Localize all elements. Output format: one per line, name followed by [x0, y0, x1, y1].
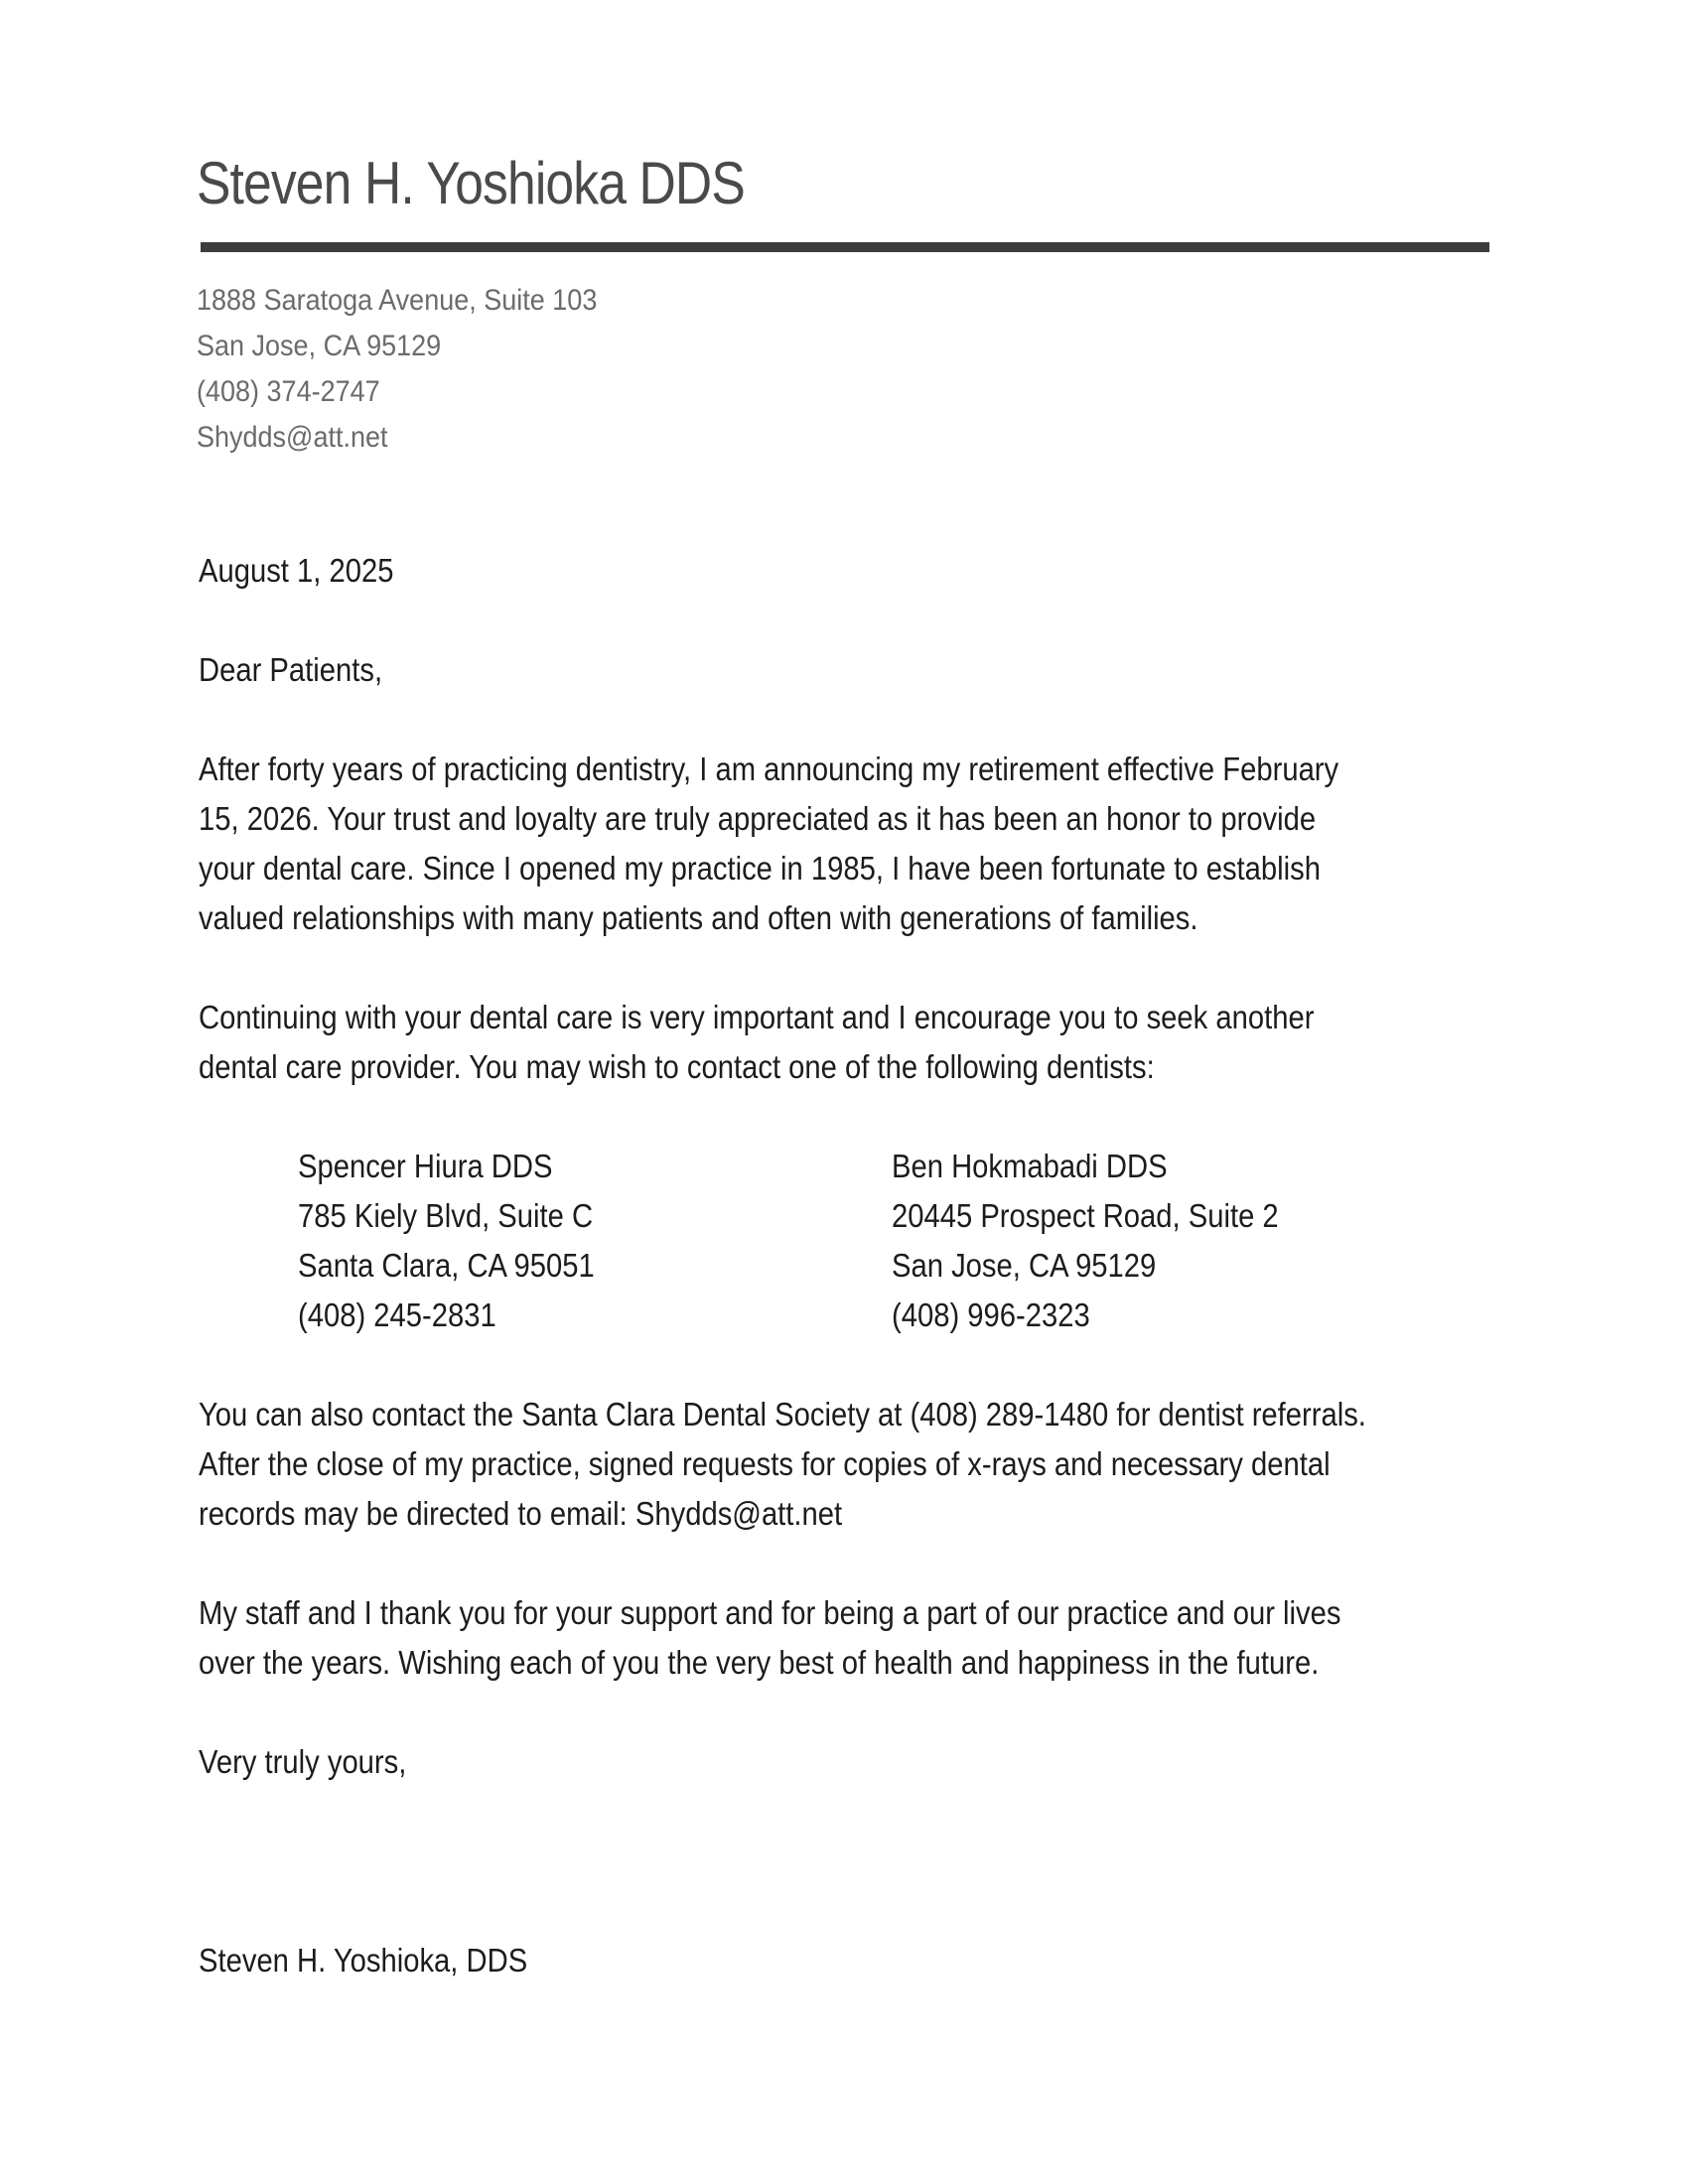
dentist-contact-2 [892, 1142, 1279, 1340]
dentist-phone: (408) 245-2831 [298, 1297, 496, 1333]
paragraph-line: You can also contact the Santa Clara Dental Society at (408) 289-1480 for dentist referrals. [199, 1396, 1366, 1433]
paragraph-line: over the years. Wishing each of you the very best of health and happiness in the future. [199, 1644, 1320, 1681]
paragraph-referrals [199, 1390, 1366, 1539]
address-street: 1888 Saratoga Avenue, Suite 103 [197, 284, 598, 317]
signature-name: Steven H. Yoshioka, DDS [199, 1942, 528, 1979]
paragraph-line: Continuing with your dental care is very important and I encourage you to seek another [199, 999, 1315, 1035]
letterhead-name: Steven H. Yoshioka DDS [197, 150, 745, 216]
dentist-address: 20445 Prospect Road, Suite 2 [892, 1197, 1279, 1234]
paragraph-line: After the close of my practice, signed requests for copies of x-rays and necessary dental [199, 1445, 1331, 1482]
paragraph-line: After forty years of practicing dentistry, I am announcing my retirement effective February [199, 751, 1339, 787]
paragraph-thanks [199, 1588, 1340, 1688]
letterhead-address [197, 278, 597, 461]
letter-date: August 1, 2025 [199, 552, 394, 589]
paragraph-line: My staff and I thank you for your support and for being a part of our practice and our lives [199, 1594, 1341, 1631]
dentist-name: Spencer Hiura DDS [298, 1148, 553, 1184]
dentist-city: Santa Clara, CA 95051 [298, 1247, 595, 1284]
dentist-city: San Jose, CA 95129 [892, 1247, 1157, 1284]
address-phone: (408) 374-2747 [197, 375, 380, 408]
address-email: Shydds@att.net [197, 421, 388, 454]
paragraph-line: records may be directed to email: Shydds@att.net [199, 1495, 843, 1532]
paragraph-continuing-care [199, 993, 1314, 1092]
salutation: Dear Patients, [199, 651, 383, 688]
paragraph-line: your dental care. Since I opened my practice in 1985, I have been fortunate to establish [199, 850, 1321, 887]
paragraph-line: valued relationships with many patients and often with generations of families. [199, 899, 1198, 936]
address-city: San Jose, CA 95129 [197, 330, 442, 362]
paragraph-line: dental care provider. You may wish to contact one of the following dentists: [199, 1048, 1155, 1085]
dentist-address: 785 Kiely Blvd, Suite C [298, 1197, 594, 1234]
dentist-name: Ben Hokmabadi DDS [892, 1148, 1168, 1184]
letterhead-divider [201, 242, 1489, 252]
dentist-phone: (408) 996-2323 [892, 1297, 1090, 1333]
dentist-contact-1 [298, 1142, 595, 1340]
paragraph-retirement [199, 745, 1338, 943]
paragraph-line: 15, 2026. Your trust and loyalty are truly appreciated as it has been an honor to provide [199, 800, 1317, 837]
closing: Very truly yours, [199, 1743, 407, 1780]
